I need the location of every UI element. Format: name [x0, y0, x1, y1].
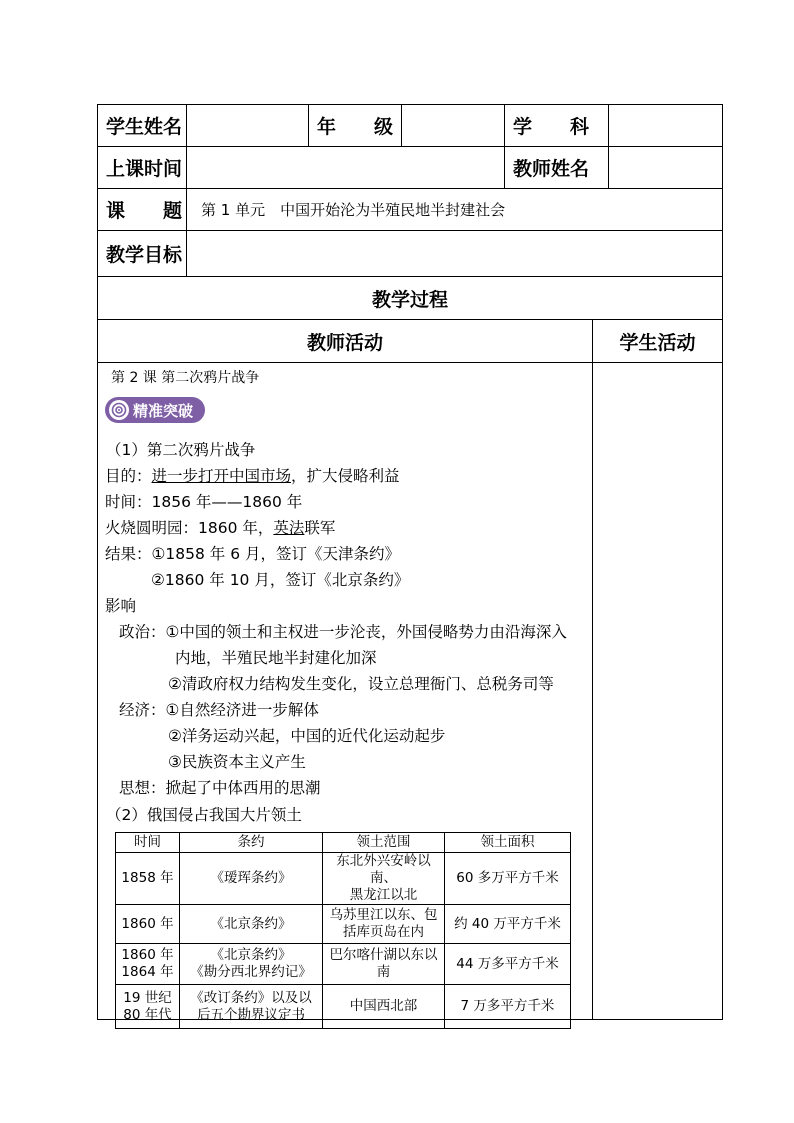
column-header: 条约: [180, 833, 323, 853]
info-row-2: [98, 147, 722, 189]
teacher-activity-header: 教师活动: [306, 331, 383, 354]
politics-line-2: ②清政府权力结构发生变化，设立总理衙门、总税务司等: [168, 675, 554, 693]
range-cell: 中国西北部: [323, 985, 445, 1029]
politics-line-1b: 内地，半殖民地半封建化加深: [175, 649, 377, 667]
fire-suffix: 联军: [304, 519, 336, 537]
area-cell: 约 40 万平方千米: [445, 905, 571, 944]
goal-label: 教学目标: [106, 244, 183, 266]
time-cell: 1858 年: [116, 853, 180, 905]
treaty-cell: 《北京条约》 《勘分西北界约记》: [180, 944, 323, 985]
student-name-label: 学生姓名: [106, 116, 183, 138]
table-row: [116, 944, 571, 985]
topic-value: 第 1 单元 中国开始沦为半殖民地半封建社会: [186, 189, 722, 230]
column-header: 领土范围: [323, 833, 445, 853]
subject-label: 学 科: [504, 105, 608, 146]
area-cell: 44 万多平方千米: [445, 944, 571, 985]
treaty-cell: 《北京条约》: [180, 905, 323, 944]
class-time-field[interactable]: [186, 147, 504, 188]
table-row: [116, 905, 571, 944]
activity-divider: [592, 363, 593, 1019]
subject-field[interactable]: [608, 105, 722, 146]
range-cell: 巴尔喀什湖以东以 南: [323, 944, 445, 985]
result-line-2: ②1860 年 10 月，签订《北京条约》: [151, 571, 410, 589]
fire-line: [105, 516, 335, 538]
purpose-label: 目的：: [105, 467, 152, 485]
student-name-field[interactable]: [186, 105, 308, 146]
lesson-plan-table: [97, 104, 723, 1023]
info-row-1: [98, 105, 722, 147]
section-2-title: （2）俄国侵占我国大片领土: [106, 806, 302, 824]
range-cell: 乌苏里江以东、包 括库页岛在内: [323, 905, 445, 944]
grade-label: 年 级: [308, 105, 401, 146]
time-cell: 1860 年 1864 年: [116, 944, 180, 985]
table-row: [116, 985, 571, 1029]
time-cell: 1860 年: [116, 905, 180, 944]
lesson-title: 第 2 课 第二次鸦片战争: [111, 370, 260, 386]
precision-badge: [105, 397, 205, 423]
student-activity-header: 学生活动: [592, 320, 722, 362]
purpose-line: [105, 464, 400, 486]
politics-line-1: 政治：①中国的领土和主权进一步沦丧，外国侵略势力由沿海深入: [119, 623, 567, 641]
time-line: 时间：1856 年——1860 年: [105, 493, 303, 511]
fire-prefix: 火烧圆明园：1860 年，: [105, 519, 274, 537]
badge-label: 精准突破: [133, 401, 194, 420]
time-cell: 19 世纪 80 年代: [116, 985, 180, 1029]
economy-line-2: ②洋务运动兴起，中国的近代化运动起步: [168, 727, 446, 745]
process-title-row: [98, 277, 722, 320]
grade-field[interactable]: [401, 105, 504, 146]
result-line-1: 结果：①1858 年 6 月，签订《天津条约》: [105, 545, 400, 563]
target-icon: [109, 400, 129, 420]
topic-row: [98, 189, 722, 231]
area-cell: 7 万多平方千米: [445, 985, 571, 1029]
column-header: 时间: [116, 833, 180, 853]
column-header: 领土面积: [445, 833, 571, 853]
treaty-cell: 《瑷珲条约》: [180, 853, 323, 905]
thought-line: 思想：掀起了中体西用的思潮: [119, 779, 321, 797]
goal-field[interactable]: [186, 231, 722, 276]
section-1-title: （1）第二次鸦片战争: [106, 441, 256, 459]
purpose-rest: ，扩大侵略利益: [291, 467, 400, 485]
range-cell: 东北外兴安岭以南、 黑龙江以北: [323, 853, 445, 905]
teacher-name-field[interactable]: [608, 147, 722, 188]
economy-line-3: ③民族资本主义产生: [168, 753, 306, 771]
topic-label: 课 题: [106, 200, 183, 222]
activity-header-row: [98, 320, 722, 363]
fire-underlined: 英法: [273, 519, 305, 537]
territory-table: [115, 832, 571, 1029]
treaty-cell: 《改订条约》以及以 后五个勘界议定书: [180, 985, 323, 1029]
table-row: [116, 853, 571, 905]
purpose-underlined: 进一步打开中国市场: [151, 467, 292, 485]
process-title: 教学过程: [371, 288, 448, 311]
teacher-name-label: 教师姓名: [504, 147, 608, 188]
goal-row: [98, 231, 722, 277]
class-time-label: 上课时间: [106, 158, 183, 180]
table-header-row: [116, 833, 571, 853]
impact-label: 影响: [105, 597, 137, 615]
area-cell: 60 多万平方千米: [445, 853, 571, 905]
economy-line-1: 经济：①自然经济进一步解体: [119, 701, 319, 719]
